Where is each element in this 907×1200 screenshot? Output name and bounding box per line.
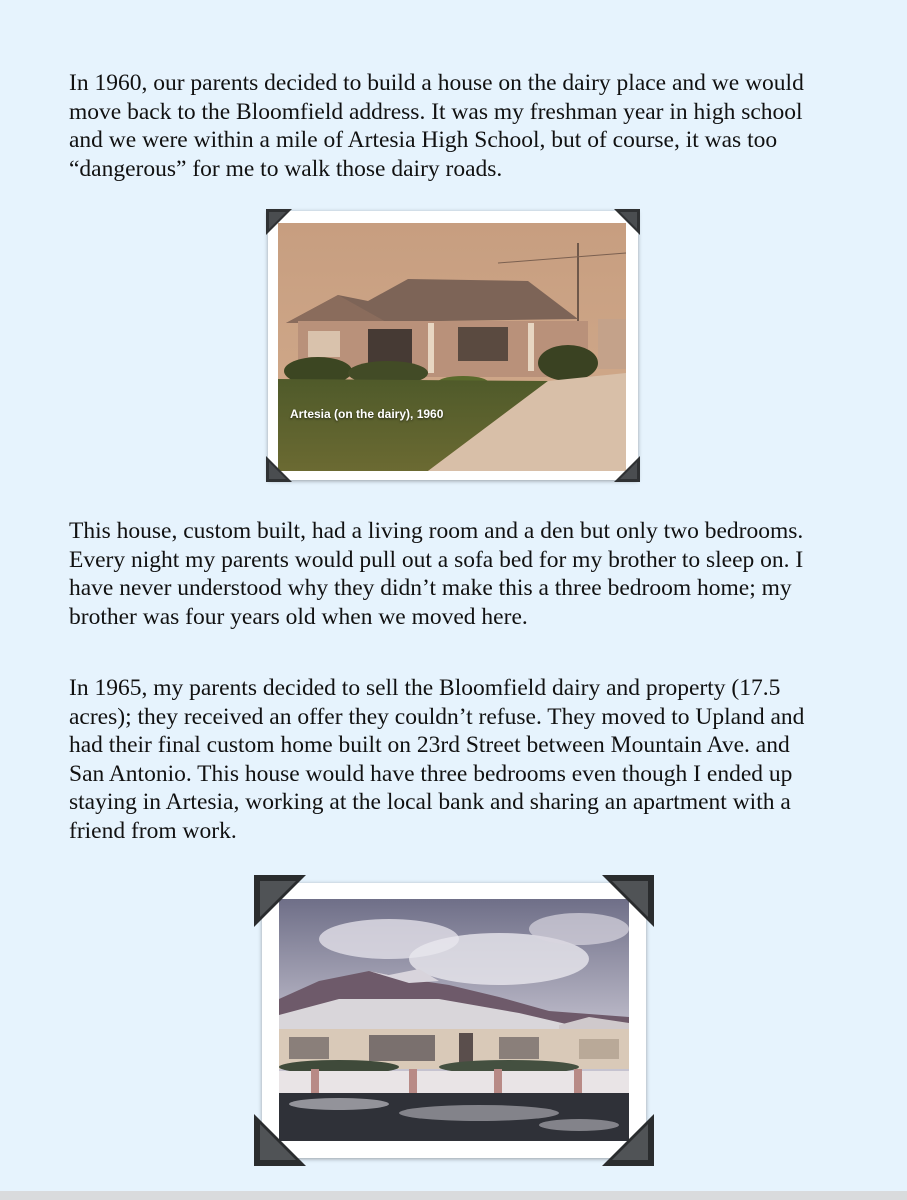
bottom-scroll-strip [0, 1191, 907, 1200]
photo-corner-mount-icon [614, 209, 640, 235]
paragraph-two-bedrooms: This house, custom built, had a living room and a den but only two bedrooms. Every night my parents would pull out a sofa bed for my brother to sleep on. I have never understood why they didn’t make this a three bedroom home; my brother was four years old when we moved here. [69, 518, 804, 630]
photo-corner-mount-icon [602, 875, 654, 927]
paragraph-1960-house: In 1960, our parents decided to build a house on the dairy place and we would move back to the Bloomfield address. It was my freshman year in high school and we were within a mile of Artesia High School, but of course, it was too “dangerous” for me to walk those dairy roads. [69, 70, 804, 182]
photo-corner-mount-icon [254, 875, 306, 927]
photo-corner-mount-icon [266, 209, 292, 235]
photo-corner-mount-icon [614, 456, 640, 482]
photo-corner-mount-icon [602, 1114, 654, 1166]
photo-corner-mount-icon [254, 1114, 306, 1166]
photo-caption: Artesia (on the dairy), 1960 [290, 407, 444, 421]
paragraph-1965-upland: In 1965, my parents decided to sell the Bloomfield dairy and property (17.5 acres); they received an offer they couldn’t refuse. They moved to Upland and had their final custom home built on 23rd Street between Mountain Ave. and San Antonio. This house would have three bedrooms even though I ended up staying in Artesia, working at the local bank and sharing an apartment with a friend from work. [69, 675, 805, 844]
photo-corner-mount-icon [266, 456, 292, 482]
upland-house-photo [279, 899, 629, 1141]
photo-upland-house [262, 883, 646, 1158]
artesia-house-photo [278, 223, 626, 471]
photo-artesia-house [268, 211, 638, 480]
